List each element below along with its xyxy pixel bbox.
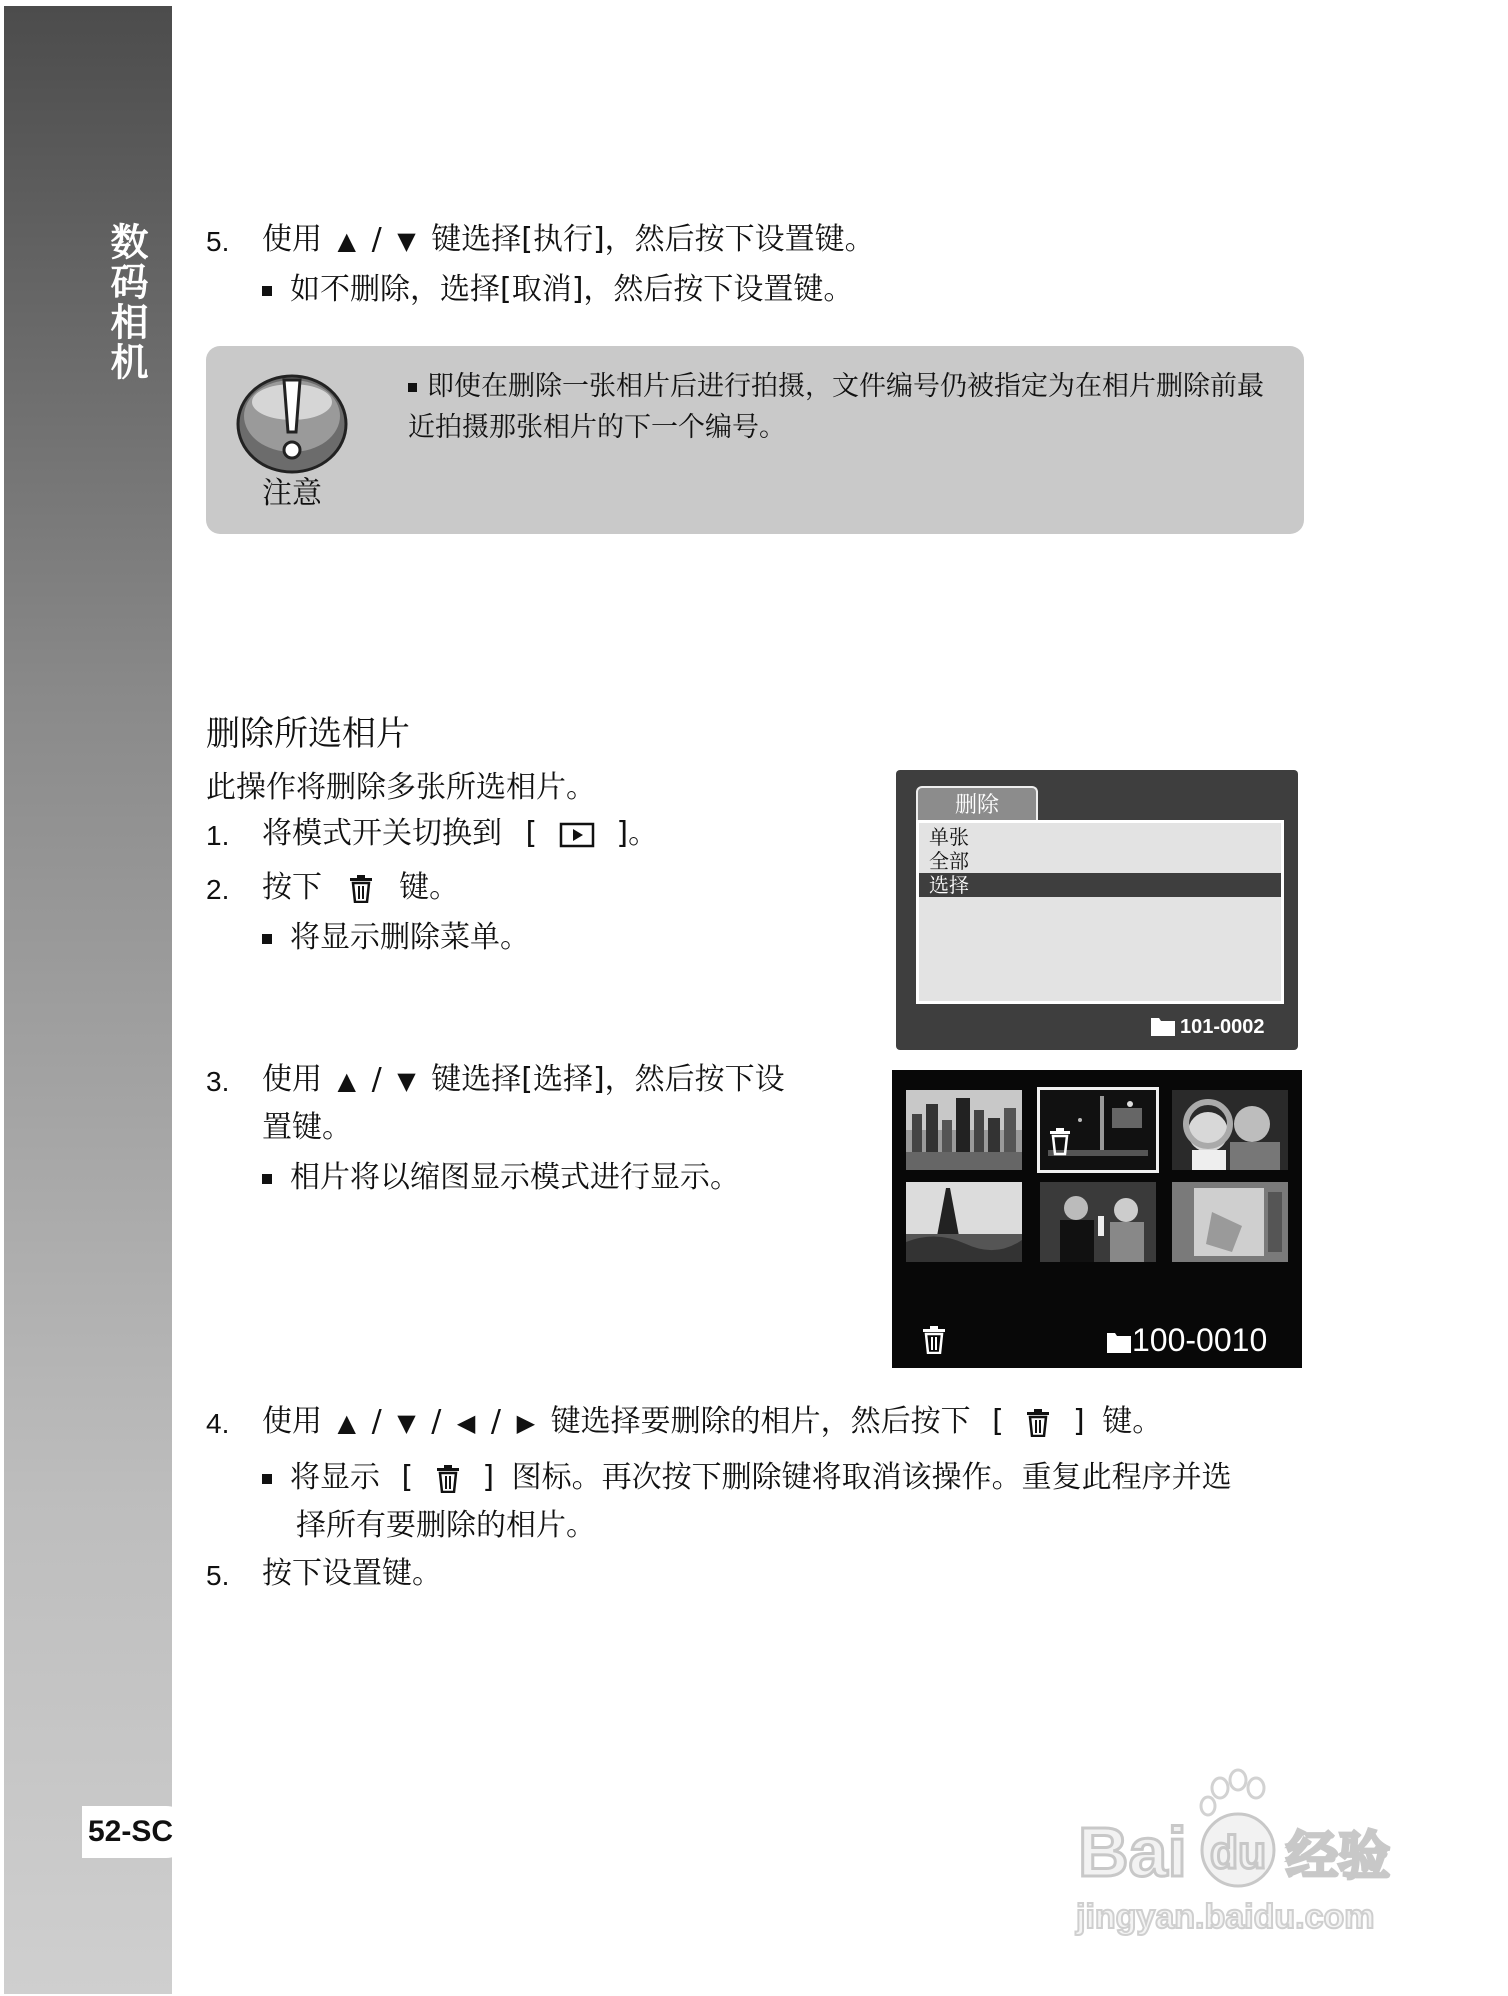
trash-icon bbox=[922, 1326, 946, 1354]
step-text: 按下设置键。 bbox=[262, 1556, 442, 1591]
step-text-pre: 按下 bbox=[262, 870, 322, 905]
sidebar-title: 数码相机 bbox=[104, 222, 148, 382]
bracket-left: [ bbox=[525, 816, 538, 851]
separator: / bbox=[490, 1404, 502, 1439]
right-arrow-icon: ▶ bbox=[516, 1409, 536, 1437]
step-text-post: 键。 bbox=[399, 870, 460, 905]
warning-exclamation-icon bbox=[234, 366, 350, 476]
step-text bbox=[262, 220, 875, 261]
step-number: 1. bbox=[206, 820, 230, 851]
subnote-continued: 择所有要删除的相片。 bbox=[296, 1508, 596, 1543]
bullet-icon bbox=[262, 1174, 272, 1184]
bracket-left: [ bbox=[992, 1404, 1004, 1439]
note-label: 注意 bbox=[262, 476, 322, 511]
section-intro: 此操作将删除多张所选相片。 bbox=[206, 770, 596, 805]
svg-text:du: du bbox=[1210, 1826, 1267, 1878]
separator: / bbox=[371, 222, 382, 257]
step-subnote bbox=[262, 1158, 740, 1198]
step-text-post: 键选择要删除的相片，然后按下 bbox=[550, 1404, 971, 1439]
bullet-icon bbox=[262, 286, 272, 296]
step-text bbox=[262, 868, 459, 908]
step-subnote bbox=[262, 1458, 1232, 1498]
step-subnote bbox=[262, 270, 853, 310]
step-text-pre: 使用 bbox=[262, 1062, 322, 1097]
step-number: 5. bbox=[206, 226, 230, 257]
bullet-icon bbox=[262, 1474, 272, 1484]
thumbnail-eiffel-tower bbox=[906, 1182, 1022, 1262]
step-number: 3. bbox=[206, 1066, 230, 1097]
thumbnail-city bbox=[906, 1090, 1022, 1170]
menu-item-selected: 选择 bbox=[919, 873, 1281, 897]
step-subnote bbox=[262, 918, 530, 958]
thumbnail-card bbox=[1172, 1182, 1288, 1262]
folder-icon bbox=[1106, 1330, 1132, 1354]
subnote-text: 将显示 bbox=[290, 1460, 380, 1495]
step-text bbox=[262, 1402, 1162, 1443]
step-text-pre: 使用 bbox=[262, 1404, 322, 1439]
trash-icon bbox=[348, 875, 374, 903]
step-number: 2. bbox=[206, 874, 230, 905]
trash-icon bbox=[435, 1465, 461, 1493]
step-text-pre: 使用 bbox=[262, 222, 322, 257]
step-text-post: 键选择[选择]，然后按下设 bbox=[431, 1062, 785, 1097]
baidu-watermark-logo bbox=[1070, 1768, 1430, 1938]
subnote-text: 相片将以缩图显示模式进行显示。 bbox=[290, 1160, 740, 1195]
bracket-right: ] bbox=[1072, 1404, 1085, 1439]
menu-list bbox=[916, 820, 1284, 1004]
separator: / bbox=[371, 1062, 382, 1097]
page-number: 52-SC bbox=[82, 1806, 192, 1858]
section-title: 删除所选相片 bbox=[206, 714, 410, 754]
svg-text:经验: 经验 bbox=[1286, 1827, 1391, 1887]
subnote-text-post: 图标。再次按下删除键将取消该操作。重复此程序并选 bbox=[511, 1460, 1232, 1495]
bracket-right: ] bbox=[482, 1460, 495, 1495]
separator: / bbox=[371, 1404, 382, 1439]
down-arrow-icon: ▼ bbox=[397, 1409, 416, 1437]
note-text bbox=[408, 366, 1288, 448]
down-arrow-icon: ▼ bbox=[397, 1067, 416, 1095]
folder-number-text: 101-0002 bbox=[1180, 1016, 1265, 1038]
bracket-right: ]。 bbox=[616, 816, 659, 851]
folder-icon bbox=[1150, 1015, 1176, 1037]
menu-item: 全部 bbox=[929, 849, 969, 873]
svg-text:jingyan.baidu.com: jingyan.baidu.com bbox=[1076, 1898, 1375, 1936]
step-text-continued: 置键。 bbox=[262, 1110, 352, 1145]
thumbnail-family bbox=[1172, 1090, 1288, 1170]
up-arrow-icon: ▲ bbox=[337, 1067, 357, 1095]
note-body: 即使在删除一张相片后进行拍摄，文件编号仍被指定为在相片删除前最近拍摄那张相片的下一个编号。 bbox=[408, 371, 1264, 443]
subnote-text: 将显示删除菜单。 bbox=[290, 920, 530, 955]
playback-icon bbox=[559, 821, 595, 849]
folder-number-text: 100-0010 bbox=[1132, 1322, 1268, 1358]
trash-icon bbox=[1025, 1409, 1051, 1437]
menu-item: 单张 bbox=[929, 825, 969, 849]
separator: / bbox=[431, 1404, 442, 1439]
step-text-pre: 将模式开关切换到 bbox=[262, 816, 502, 851]
step-text-end: 键。 bbox=[1102, 1404, 1163, 1439]
bracket-left: [ bbox=[401, 1460, 414, 1495]
bullet-icon bbox=[408, 383, 417, 392]
folder-number bbox=[1150, 1012, 1265, 1042]
left-arrow-icon: ◀ bbox=[456, 1409, 476, 1437]
step-text-post: 键选择[执行]，然后按下设置键。 bbox=[431, 222, 875, 257]
subnote-text: 如不删除，选择[取消]，然后按下设置键。 bbox=[290, 272, 854, 307]
menu-tab: 删除 bbox=[916, 786, 1038, 822]
up-arrow-icon: ▲ bbox=[337, 227, 357, 255]
step-text bbox=[262, 814, 658, 854]
down-arrow-icon: ▼ bbox=[397, 227, 416, 255]
step-text bbox=[262, 1060, 785, 1101]
bullet-icon bbox=[262, 934, 272, 944]
thumbnail-couple bbox=[1040, 1182, 1156, 1262]
folder-number bbox=[1106, 1318, 1267, 1362]
thumbnail-night-selected bbox=[1040, 1090, 1156, 1170]
step-number: 4. bbox=[206, 1408, 230, 1439]
step-number: 5. bbox=[206, 1560, 230, 1591]
up-arrow-icon: ▲ bbox=[337, 1409, 357, 1437]
svg-text:Bai: Bai bbox=[1078, 1813, 1187, 1891]
